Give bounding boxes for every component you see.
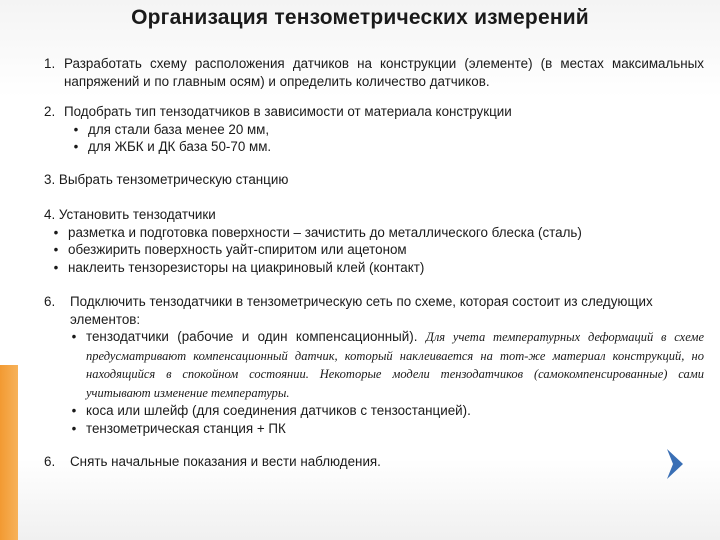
bullet-marker: • xyxy=(73,139,79,154)
item-text: Разработать схему расположения датчиков на конструкции (элементе) (в местах максимальных напряжений и по главным осям) и определить количество датчиков. xyxy=(64,56,704,89)
bullet-marker: • xyxy=(71,420,77,436)
item-text: 4. Установить тензодатчики xyxy=(44,207,216,222)
bullet-text: для стали база менее 20 мм, xyxy=(88,121,270,137)
item-text: Подобрать тип тензодатчиков в зависимости от материала конструкции xyxy=(64,104,512,119)
bullet-marker: • xyxy=(73,121,79,137)
item-number: 1. xyxy=(44,56,56,71)
item-number: 6. xyxy=(44,454,56,469)
bullet-item xyxy=(64,121,704,139)
list-item-5 xyxy=(44,293,704,437)
bullet-text: наклеить тензорезисторы на циакриновый клей (контакт) xyxy=(68,259,425,275)
slide-content xyxy=(44,55,704,471)
bullet-item xyxy=(44,259,704,277)
bullet-marker: • xyxy=(71,403,77,418)
list-item-6 xyxy=(44,453,704,471)
list-item-4 xyxy=(44,206,704,276)
list-item-2 xyxy=(44,103,704,156)
chevron-right-icon[interactable] xyxy=(664,447,686,481)
bullet-item xyxy=(64,138,704,156)
bullet-item xyxy=(62,402,704,420)
list-item-3 xyxy=(44,171,704,189)
item-number: 2. xyxy=(44,104,56,119)
bullet-marker: • xyxy=(53,259,59,275)
bullet-marker: • xyxy=(53,242,59,257)
page-title: Организация тензометрических измерений xyxy=(131,6,589,29)
bullet-item xyxy=(62,328,704,402)
item-text: Снять начальные показания и вести наблюдения. xyxy=(70,454,381,469)
bullet-text: для ЖБК и ДК база 50-70 мм. xyxy=(88,139,272,154)
item-text: Подключить тензодатчики в тензометрическую сеть по схеме, которая состоит из следующих элементов: xyxy=(70,294,653,327)
bullet-text: тензометрическая станция + ПК xyxy=(86,420,286,436)
bullet-item xyxy=(44,241,704,259)
bullet-text: коса или шлейф (для соединения датчиков с тензостанцией). xyxy=(86,403,471,418)
decorative-accent-bar xyxy=(0,365,18,540)
bullet-item xyxy=(44,224,704,242)
item-text: 3. Выбрать тензометрическую станцию xyxy=(44,171,289,187)
bullet-note: Для учета температурных деформаций в схеме предусматривают компенсационный датчик, который наклеивается на тот-же материал конструкций, но находящийся в спокойном состоянии. Некоторые модели тензодатчиков (самокомпенсированные) сами учитывают изменение температуры. xyxy=(86,330,704,400)
bullet-item xyxy=(62,420,704,438)
bullet-text: тензодатчики (рабочие и один компенсационный). xyxy=(86,329,418,344)
bullet-marker: • xyxy=(71,329,77,344)
bullet-text: разметка и подготовка поверхности – зачистить до металлического блеска (сталь) xyxy=(68,224,582,240)
list-item-1 xyxy=(44,55,704,90)
bullet-text: обезжирить поверхность уайт-спиритом или ацетоном xyxy=(68,242,407,257)
bullet-marker: • xyxy=(53,224,59,240)
item-number: 6. xyxy=(44,294,56,309)
bullet-content xyxy=(86,328,704,402)
